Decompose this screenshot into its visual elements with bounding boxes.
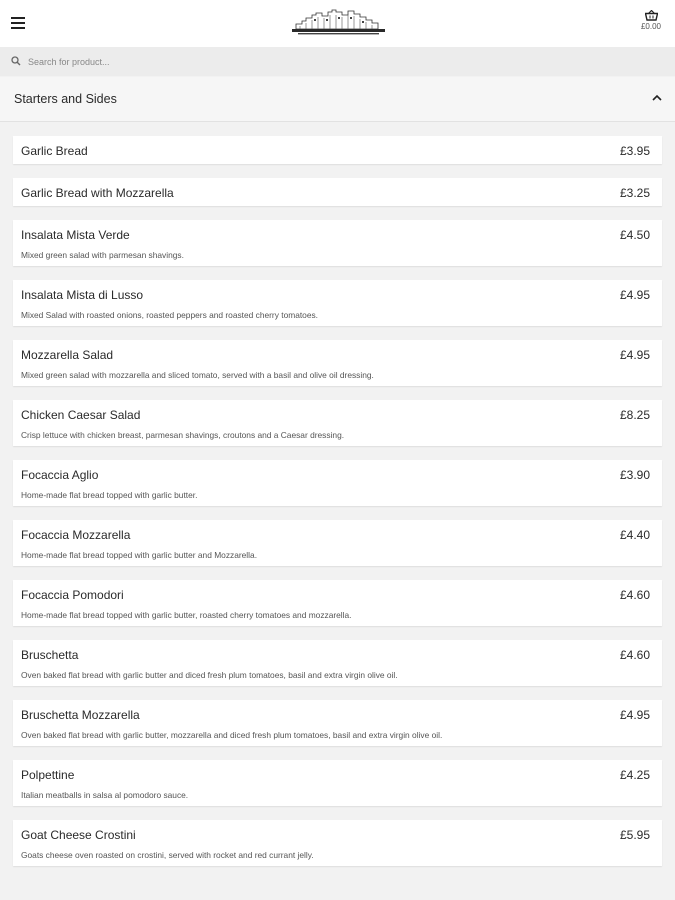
menu-item-description: Mixed green salad with parmesan shavings. xyxy=(21,250,184,260)
menu-item-name: Garlic Bread with Mozzarella xyxy=(21,186,174,200)
menu-item-price: £4.50 xyxy=(619,228,650,242)
menu-item-description: Home-made flat bread topped with garlic butter. xyxy=(21,490,198,500)
top-bar xyxy=(0,0,675,48)
menu-item-name: Polpettine xyxy=(21,768,75,782)
menu-item[interactable] xyxy=(13,460,662,506)
menu-item-price: £4.40 xyxy=(619,528,650,542)
menu-item-description: Oven baked flat bread with garlic butter, mozzarella and diced fresh plum tomatoes, basil and extra virgin olive oil. xyxy=(21,730,443,740)
menu-item[interactable] xyxy=(13,820,662,866)
menu-item-name: Bruschetta Mozzarella xyxy=(21,708,140,722)
category-title: Starters and Sides xyxy=(14,92,117,106)
menu-item-description: Oven baked flat bread with garlic butter and diced fresh plum tomatoes, basil and extra virgin olive oil. xyxy=(21,670,398,680)
restaurant-logo[interactable] xyxy=(292,7,385,37)
menu-item-description: Mixed Salad with roasted onions, roasted peppers and roasted cherry tomatoes. xyxy=(21,310,319,320)
search-icon xyxy=(11,56,21,66)
menu-item-description: Mixed green salad with mozzarella and sliced tomato, served with a basil and olive oil dressing. xyxy=(21,370,374,380)
menu-item-price: £4.60 xyxy=(619,588,650,602)
menu-item-name: Garlic Bread xyxy=(21,144,88,158)
hamburger-icon xyxy=(11,17,25,19)
menu-item-price: £4.95 xyxy=(619,708,650,722)
menu-item-name: Chicken Caesar Salad xyxy=(21,408,141,422)
menu-item-price: £3.25 xyxy=(619,186,650,200)
menu-item[interactable] xyxy=(13,220,662,266)
chevron-up-icon[interactable] xyxy=(652,94,662,101)
menu-item-description: Crisp lettuce with chicken breast, parmesan shavings, croutons and a Caesar dressing. xyxy=(21,430,345,440)
search-input[interactable] xyxy=(28,52,648,71)
menu-item[interactable] xyxy=(13,178,662,206)
menu-item-price: £4.95 xyxy=(619,288,650,302)
menu-item-price: £8.25 xyxy=(619,408,650,422)
menu-item-description: Home-made flat bread topped with garlic butter and Mozzarella. xyxy=(21,550,258,560)
menu-item-name: Bruschetta xyxy=(21,648,79,662)
hamburger-icon-line xyxy=(11,22,25,24)
menu-item-name: Mozzarella Salad xyxy=(21,348,114,362)
cart-button[interactable] xyxy=(637,10,665,38)
menu-item[interactable] xyxy=(13,136,662,164)
menu-button[interactable] xyxy=(10,13,28,33)
menu-item-price: £3.90 xyxy=(619,468,650,482)
menu-item-name: Focaccia Mozzarella xyxy=(21,528,131,542)
category-header[interactable] xyxy=(0,77,675,122)
cart-total: £0.00 xyxy=(640,22,662,31)
menu-item-name: Goat Cheese Crostini xyxy=(21,828,136,842)
menu-item-name: Focaccia Pomodori xyxy=(21,588,124,602)
menu-item-description: Goats cheese oven roasted on crostini, served with rocket and red currant jelly. xyxy=(21,850,314,860)
search-bar xyxy=(0,47,675,76)
menu-item-description: Home-made flat bread topped with garlic butter, roasted cherry tomatoes and mozzarella. xyxy=(21,610,352,620)
menu-item[interactable] xyxy=(13,760,662,806)
menu-item-price: £4.95 xyxy=(619,348,650,362)
menu-item-price: £3.95 xyxy=(619,144,650,158)
hamburger-icon-line xyxy=(11,27,25,29)
menu-item[interactable] xyxy=(13,340,662,386)
menu-item[interactable] xyxy=(13,640,662,686)
basket-icon xyxy=(645,10,658,21)
menu-item[interactable] xyxy=(13,700,662,746)
menu-item-list xyxy=(13,136,662,880)
menu-item[interactable] xyxy=(13,580,662,626)
menu-item-name: Insalata Mista di Lusso xyxy=(21,288,144,302)
menu-item-description: Italian meatballs in salsa al pomodoro sauce. xyxy=(21,790,189,800)
menu-item-name: Insalata Mista Verde xyxy=(21,228,130,242)
menu-item[interactable] xyxy=(13,280,662,326)
menu-item-price: £4.60 xyxy=(619,648,650,662)
menu-item[interactable] xyxy=(13,520,662,566)
menu-item-name: Focaccia Aglio xyxy=(21,468,99,482)
menu-item[interactable] xyxy=(13,400,662,446)
menu-item-price: £4.25 xyxy=(619,768,650,782)
menu-item-price: £5.95 xyxy=(619,828,650,842)
